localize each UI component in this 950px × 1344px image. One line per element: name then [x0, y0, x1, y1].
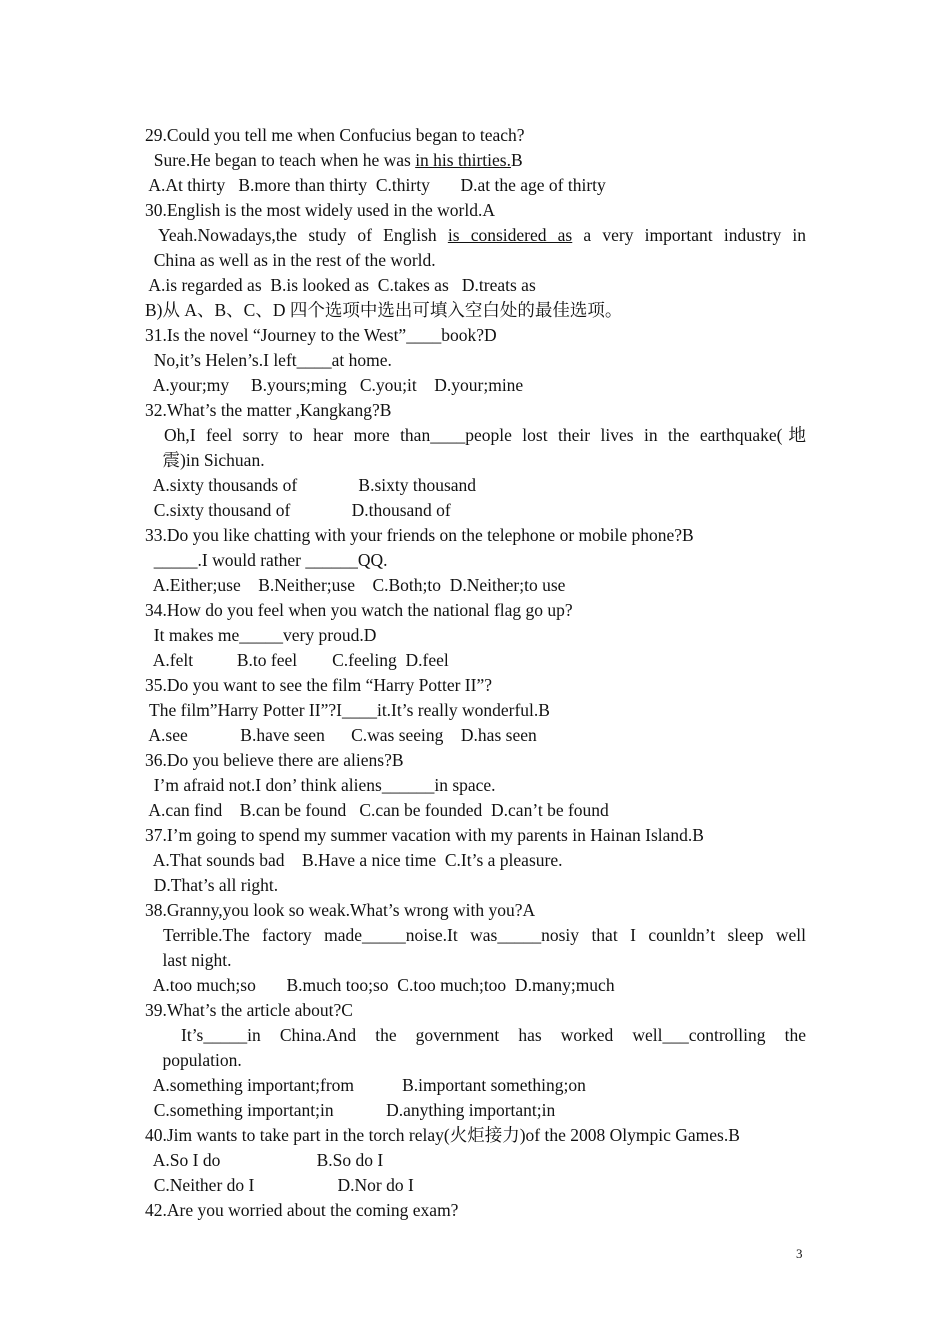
- options-34: A.felt B.to feel C.feeling D.feel: [145, 650, 449, 670]
- answer-39-cont: population.: [145, 1050, 242, 1070]
- answer-text: Yeah.Nowadays,the study of English: [158, 225, 448, 245]
- answer-30-cont: China as well as in the rest of the world.: [145, 250, 436, 270]
- answer-38: Terrible.The factory made_____noise.It was_____nosiy that I counldn’t sleep well: [163, 925, 806, 945]
- options-29: A.At thirty B.more than thirty C.thirty D.at the age of thirty: [145, 175, 606, 195]
- options-37-row1: A.That sounds bad B.Have a nice time C.It’s a pleasure.: [145, 850, 563, 870]
- question-39: 39.What’s the article about?C: [145, 1000, 353, 1020]
- options-35: A.see B.have seen C.was seeing D.has seen: [145, 725, 537, 745]
- options-36: A.can find B.can be found C.can be founded D.can’t be found: [145, 800, 609, 820]
- answer-text: Sure.He began to teach when he was: [145, 150, 416, 170]
- options-31: A.your;my B.yours;ming C.you;it D.your;mine: [145, 375, 524, 395]
- question-38: 38.Granny,you look so weak.What’s wrong with you?A: [145, 900, 536, 920]
- question-40: 40.Jim wants to take part in the torch relay(火炬接力)of the 2008 Olympic Games.B: [145, 1125, 740, 1145]
- answer-33: _____.I would rather ______QQ.: [145, 550, 388, 570]
- question-42: 42.Are you worried about the coming exam?: [145, 1200, 459, 1220]
- answer-key: B: [510, 150, 523, 170]
- question-36: 36.Do you believe there are aliens?B: [145, 750, 404, 770]
- question-29: 29.Could you tell me when Confucius began to teach?: [145, 125, 525, 145]
- question-33: 33.Do you like chatting with your friends on the telephone or mobile phone?B: [145, 525, 694, 545]
- question-35: 35.Do you want to see the film “Harry Potter II”?: [145, 675, 492, 695]
- question-31: 31.Is the novel “Journey to the West”____book?D: [145, 325, 497, 345]
- answer-32: Oh,I feel sorry to hear more than____people lost their lives in the earthquake(地: [164, 425, 806, 445]
- answer-34: It makes me_____very proud.D: [145, 625, 377, 645]
- options-40-row2: C.Neither do I D.Nor do I: [145, 1175, 414, 1195]
- answer-29-line: [145, 148, 523, 173]
- options-38: A.too much;so B.much too;so C.too much;too D.many;much: [145, 975, 615, 995]
- answer-31: No,it’s Helen’s.I left____at home.: [145, 350, 392, 370]
- options-40-row1: A.So I do B.So do I: [145, 1150, 384, 1170]
- answer-text-cont: a very important industry in: [572, 225, 806, 245]
- options-39-row2: C.something important;in D.anything important;in: [145, 1100, 556, 1120]
- options-33: A.Either;use B.Neither;use C.Both;to D.Neither;to use: [145, 575, 566, 595]
- question-34: 34.How do you feel when you watch the national flag go up?: [145, 600, 573, 620]
- answer-36: I’m afraid not.I don’ think aliens______in space.: [145, 775, 496, 795]
- options-32-row2: C.sixty thousand of D.thousand of: [145, 500, 451, 520]
- page-number: 3: [796, 1246, 803, 1261]
- underlined-phrase: is considered as: [447, 225, 573, 245]
- options-30: A.is regarded as B.is looked as C.takes as D.treats as: [145, 275, 536, 295]
- section-b-heading: B)从 A、B、C、D 四个选项中选出可填入空白处的最佳选项。: [145, 300, 623, 320]
- answer-32-cont: 震)in Sichuan.: [145, 450, 265, 470]
- question-37: 37.I’m going to spend my summer vacation with my parents in Hainan Island.B: [145, 825, 704, 845]
- answer-39: It’s_____in China.And the government has worked well___controlling the: [181, 1025, 806, 1045]
- options-39-row1: A.something important;from B.important something;on: [145, 1075, 586, 1095]
- question-32: 32.What’s the matter ,Kangkang?B: [145, 400, 392, 420]
- underlined-phrase: in his thirties.: [415, 150, 511, 170]
- question-30: 30.English is the most widely used in the world.A: [145, 200, 495, 220]
- options-32-row1: A.sixty thousands of B.sixty thousand: [145, 475, 477, 495]
- answer-30-line: [158, 223, 806, 248]
- answer-35: The film”Harry Potter II”?I____it.It’s really wonderful.B: [145, 700, 550, 720]
- answer-38-cont: last night.: [145, 950, 232, 970]
- options-37-row2: D.That’s all right.: [145, 875, 279, 895]
